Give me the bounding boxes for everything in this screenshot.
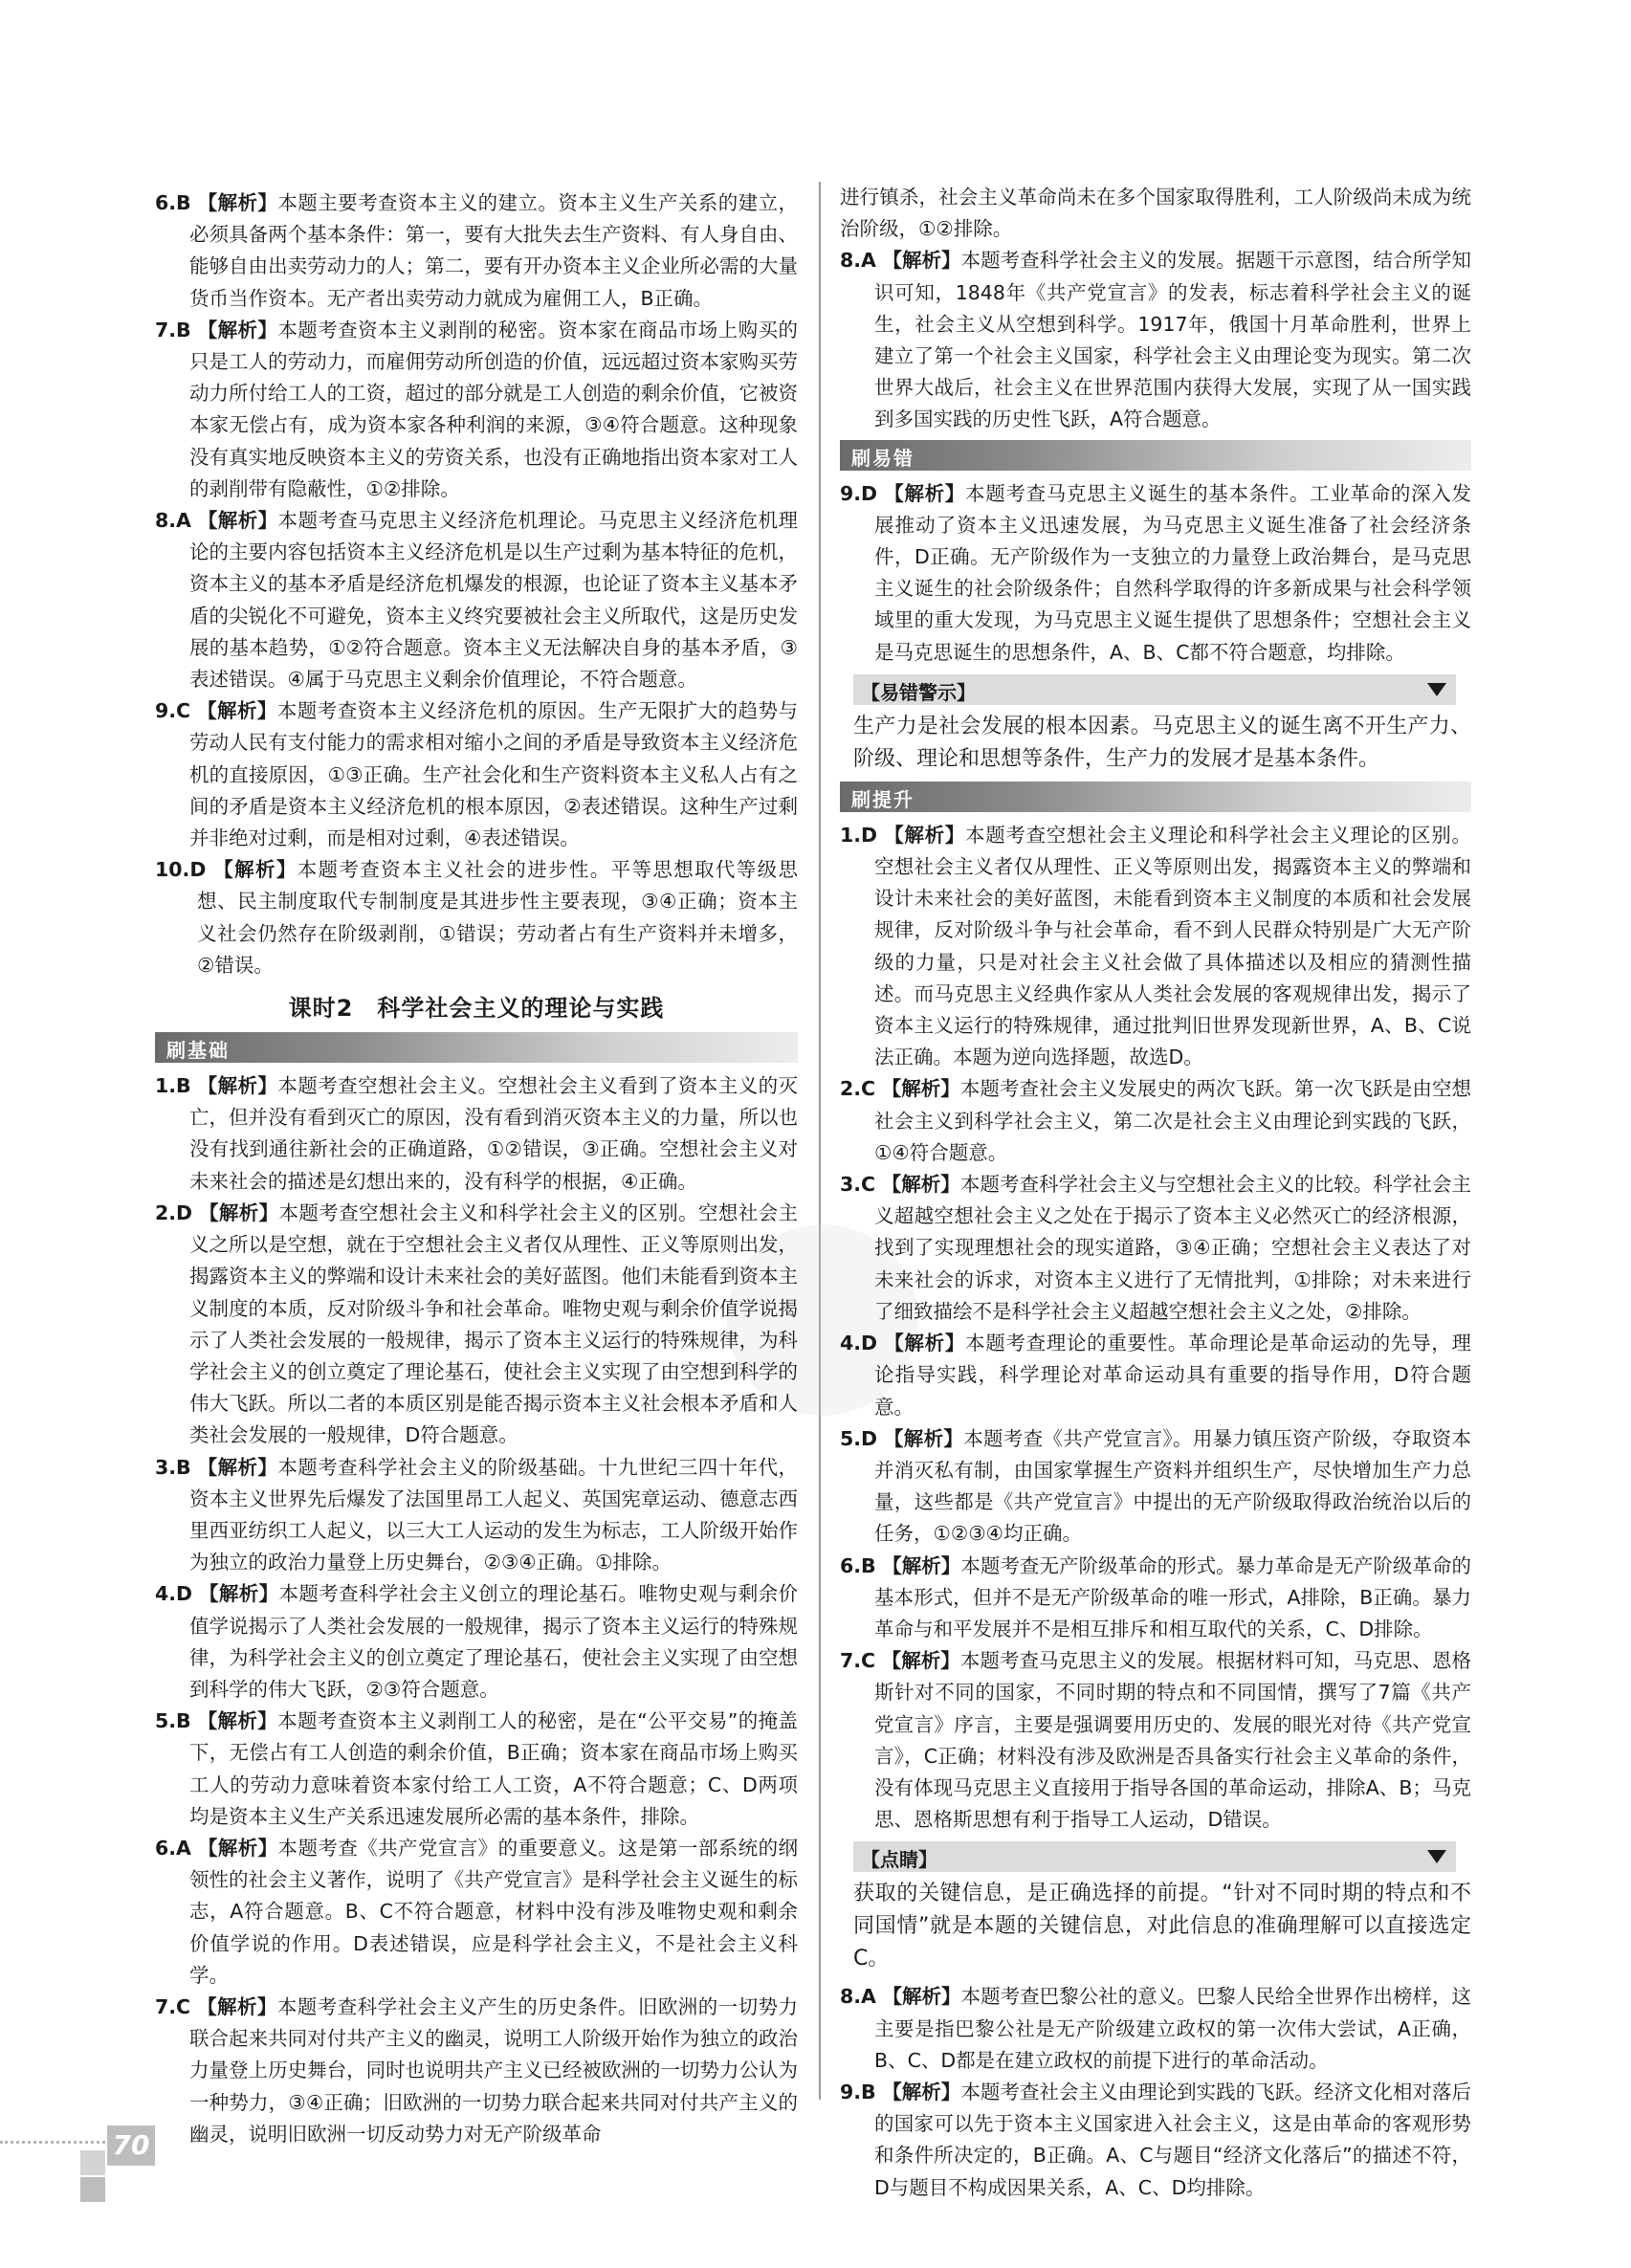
answer-number: 6.B <box>840 1553 876 1577</box>
answer-text: 本题考查资本主义剥削工人的秘密，是在“公平交易”的掩盖下，无偿占有工人创造的剩余价值，B正确；资本家在商品市场上购买工人的劳动力意味着资本家付给工人工资，A不符合题意；C、D两项均是资本主义生产关系迅速发展所必需的基本条件，排除。 <box>189 1709 798 1828</box>
answer-text: 本题考查资本主义剥削的秘密。资本家在商品市场上购买的只是工人的劳动力，而雇佣劳动所创造的价值，远远超过资本家购买劳动力所付给工人的工资，超过的部分就是工人创造的剩余价值，它被资本家无偿占有，成为资本家各种利润的来源，③④符合题意。这种现象没有真实地反映资本主义的劳资关系，也没有正确地指出资本家对工人的剥削带有隐蔽性，①②排除。 <box>189 318 799 500</box>
decorative-square <box>80 2177 105 2202</box>
analysis-tag: 【解析】 <box>197 1709 278 1733</box>
answer-number: 7.C <box>155 1994 191 2018</box>
analysis-tag: 【解析】 <box>882 1985 961 2009</box>
answer-number: 5.D <box>840 1426 878 1450</box>
note-text: 获取的关键信息，是正确选择的前提。“针对不同时期的特点和不同国情”就是本题的关键信息，对此信息的准确理解可以直接选定C。 <box>853 1882 1471 1971</box>
continuation-text: 进行镇杀，社会主义革命尚未在多个国家取得胜利，工人阶级尚未成为统治阶级，①②排除。 <box>840 186 1471 241</box>
answer-entry <box>840 245 1471 435</box>
answer-entry <box>155 1578 798 1706</box>
answer-number: 7.C <box>840 1649 876 1673</box>
answer-number: 7.B <box>155 318 191 341</box>
answer-text: 本题考查社会主义由理论到实践的飞跃。经济文化相对落后的国家可以先于资本主义国家进入社会主义，这是由革命的客观形势和条件所决定的，B正确。A、C与题目“经济文化落后”的描述不符，D与题目不构成因果关系，A、C、D均排除。 <box>874 2080 1471 2199</box>
analysis-tag: 【解析】 <box>883 1426 964 1450</box>
answer-number: 4.D <box>840 1332 878 1355</box>
answer-entry <box>155 187 798 315</box>
answer-entry <box>840 478 1471 669</box>
answer-text: 本题考查科学社会主义的阶级基础。十九世纪三四十年代，资本主义世界先后爆发了法国里昂工人起义、英国宪章运动、德意志西里西亚纺织工人起义，以三大工人运动的发生为标志，工人阶级开始作为独立的政治力量登上历史舞台，②③④正确。①排除。 <box>189 1455 799 1574</box>
answer-text: 本题考查巴黎公社的意义。巴黎人民给全世界作出榜样，这主要是指巴黎公社是无产阶级建立政权的第一次伟大尝试，A正确，B、C、D都是在建立政权的前提下进行的革命活动。 <box>874 1985 1472 2072</box>
analysis-tag: 【解析】 <box>213 858 298 882</box>
analysis-tag: 【解析】 <box>198 1200 279 1224</box>
answer-number: 1.D <box>840 823 878 847</box>
answer-number: 2.C <box>840 1077 876 1101</box>
answer-entry <box>840 1328 1471 1423</box>
analysis-tag: 【解析】 <box>884 823 966 847</box>
answer-number: 10.D <box>155 858 207 882</box>
answer-number: 8.A <box>840 249 876 273</box>
analysis-tag: 【解析】 <box>197 1836 278 1860</box>
answer-entry <box>155 1706 798 1833</box>
analysis-tag: 【解析】 <box>197 1455 278 1479</box>
answer-list <box>155 187 798 981</box>
answer-text: 本题考查空想社会主义和科学社会主义的区别。空想社会主义之所以是空想，就在于空想社会主义者仅从理性、正义等原则出发，揭露资本主义的弊端和设计未来社会的美好蓝图。他们未能看到资本主义制度的本质，反对阶级斗争和社会革命。唯物史观与剩余价值学说揭示了人类社会发展的一般规律，揭示了资本主义运行的特殊规律，为科学社会主义的创立奠定了理论基石，使社会主义实现了由空想到科学的伟大飞跃。所以二者的本质区别是能否揭示资本主义社会根本矛盾和人类社会发展的一般规律，D符合题意。 <box>189 1200 799 1447</box>
answer-number: 8.A <box>840 1985 876 2009</box>
analysis-tag: 【解析】 <box>884 1332 966 1355</box>
answer-text: 本题考查《共产党宣言》的重要意义。这是第一部系统的纲领性的社会主义著作，说明了《共产党宣言》是科学社会主义诞生的标志，A符合题意。B、C不符合题意，材料中没有涉及唯物史观和剩余价值学说的作用。D表述错误，应是科学社会主义，不是社会主义科学。 <box>189 1836 799 1987</box>
answer-text: 本题考查资本主义经济危机的原因。生产无限扩大的趋势与劳动人民有支付能力的需求相对缩小之间的矛盾是导致资本主义经济危机的直接原因，①③正确。生产社会化和生产资料资本主义私人占有之间的矛盾是资本主义经济危机的根本原因，②表述错误。这种生产过剩并非绝对过剩，而是相对过剩，④表述错误。 <box>189 699 798 850</box>
answer-entry <box>840 1981 1471 2077</box>
analysis-tag: 【解析】 <box>881 1173 960 1197</box>
answer-number: 6.B <box>155 191 191 214</box>
column-divider <box>819 182 821 2100</box>
analysis-tag: 【解析】 <box>197 1994 277 2018</box>
answer-list <box>155 1070 798 2150</box>
answer-text: 本题考查马克思主义诞生的基本条件。工业革命的深入发展推动了资本主义迅速发展，为马克思主义诞生准备了社会经济条件，D正确。无产阶级作为一支独立的力量登上政治舞台，是马克思主义诞生的社会阶级条件；自然科学取得的许多新成果与社会科学领域里的重大发现，为马克思主义诞生提供了思想条件；空想社会主义是马克思诞生的思想条件，A、B、C都不符合题意，均排除。 <box>874 481 1471 664</box>
answer-entry <box>155 1833 798 1992</box>
answer-entry <box>155 315 798 505</box>
answer-text: 本题考查资本主义社会的进步性。平等思想取代等级思想、民主制度取代专制制度是其进步性主要表现，③④正确；资本主义社会仍然存在阶级剥削，①错误；劳动者占有生产资料并未增多，②错误。 <box>197 858 799 977</box>
answer-entry <box>840 2077 1471 2204</box>
answer-number: 2.D <box>155 1200 193 1224</box>
answer-entry <box>155 505 798 695</box>
note-label: 【易错警示】 <box>861 680 976 704</box>
answer-list <box>840 1981 1471 2203</box>
analysis-tag: 【解析】 <box>884 481 966 505</box>
section-label: 刷提升 <box>851 787 915 811</box>
answer-text: 本题考查马克思主义的发展。根据材料可知，马克思、恩格斯针对不同的国家，不同时期的特点和不同国情，撰写了7篇《共产党宣言》序言，主要是强调要用历史的、发展的眼光对待《共产党宣言》，C正确；材料没有涉及欧洲是否具备实行社会主义革命的条件，没有体现马克思主义直接用于指导各国的革命运动，排除A、B；马克思、恩格斯思想有利于指导工人运动，D错误。 <box>874 1649 1471 1832</box>
answer-text: 本题考查科学社会主义的发展。据题干示意图，结合所学知识可知，1848年《共产党宣言》的发表，标志着科学社会主义的诞生，社会主义从空想到科学。1917年，俄国十月革命胜利，世界上建立了第一个社会主义国家，科学社会主义由理论变为现实。第二次世界大战后，社会主义在世界范围内获得大发展，实现了从一国实践到多国实践的历史性飞跃，A符合题意。 <box>874 249 1472 431</box>
decorative-dotted-line <box>0 2141 105 2144</box>
answer-text: 本题考查《共产党宣言》。用暴力镇压资产阶级，夺取资本并消灭私有制，由国家掌握生产资料并组织生产，尽快增加生产力总量，这些都是《共产党宣言》中提出的无产阶级取得政治统治以后的任务，①②③④均正确。 <box>874 1426 1472 1546</box>
analysis-tag: 【解析】 <box>197 509 278 533</box>
triangle-down-icon <box>1427 683 1446 696</box>
answer-number: 3.C <box>840 1173 876 1197</box>
answer-number: 5.B <box>155 1709 191 1733</box>
analysis-tag: 【解析】 <box>882 249 961 273</box>
analysis-tag: 【解析】 <box>197 1074 278 1098</box>
decorative-square <box>80 2150 105 2175</box>
analysis-tag: 【解析】 <box>197 699 277 723</box>
answer-number: 3.B <box>155 1455 191 1479</box>
section-header <box>840 782 1471 812</box>
answer-number: 4.D <box>155 1582 193 1606</box>
note-text: 生产力是社会发展的根本因素。马克思主义的诞生离不开生产力、阶级、理论和思想等条件，生产力的发展才是基本条件。 <box>853 714 1471 771</box>
answer-entry <box>155 1992 798 2150</box>
answer-text: 本题考查理论的重要性。革命理论是革命运动的先导，理论指导实践，科学理论对革命运动具有重要的指导作用，D符合题意。 <box>874 1332 1471 1419</box>
answer-entry <box>840 1645 1471 1836</box>
answer-entry <box>840 1169 1471 1328</box>
note-header <box>853 1841 1456 1872</box>
section-label: 刷基础 <box>166 1039 230 1063</box>
answer-entry <box>155 1198 798 1452</box>
answer-text: 本题考查马克思主义经济危机理论。马克思主义经济危机理论的主要内容包括资本主义经济危机是以生产过剩为基本特征的危机，资本主义的基本矛盾是经济危机爆发的根源，也论证了资本主义基本矛盾的尖锐化不可避免，资本主义终究要被社会主义所取代，这是历史发展的基本趋势，①②符合题意。资本主义无法解决自身的基本矛盾，③表述错误。④属于马克思主义剩余价值理论，不符合题意。 <box>189 509 799 692</box>
answer-entry <box>840 1551 1471 1646</box>
answer-number: 1.B <box>155 1074 191 1098</box>
left-column <box>155 187 798 2150</box>
answer-number: 6.A <box>155 1836 191 1860</box>
analysis-tag: 【解析】 <box>882 1553 961 1577</box>
page-number: 70 <box>107 2125 155 2166</box>
answer-text: 本题考查社会主义发展史的两次飞跃。第一次飞跃是由空想社会主义到科学社会主义，第二次是社会主义由理论到实践的飞跃，①④符合题意。 <box>874 1077 1471 1164</box>
answer-entry <box>840 1073 1471 1169</box>
section-header <box>840 440 1471 471</box>
answer-entry <box>840 820 1471 1074</box>
note-header <box>853 674 1456 705</box>
answer-number: 9.B <box>840 2080 876 2103</box>
section-label: 刷易错 <box>851 446 915 470</box>
analysis-tag: 【解析】 <box>882 2080 961 2103</box>
answer-text: 本题考查科学社会主义产生的历史条件。旧欧洲的一切势力联合起来共同对付共产主义的幽灵，说明工人阶级开始作为独立的政治力量登上历史舞台，同时也说明共产主义已经被欧洲的一切势力公认为一种势力，③④正确；旧欧洲的一切势力联合起来共同对付共产主义的幽灵，说明旧欧洲一切反动势力对无产阶级革命 <box>189 1994 798 2146</box>
answer-text: 本题考查科学社会主义与空想社会主义的比较。科学社会主义超越空想社会主义之处在于揭示了资本主义必然灭亡的经济根源，找到了实现理想社会的现实道路，③④正确；空想社会主义表达了对未来社会的诉求，对资本主义进行了无情批判，①排除；对未来进行了细致描绘不是科学社会主义超越空想社会主义之处，②排除。 <box>874 1173 1471 1323</box>
answer-list <box>840 478 1471 669</box>
analysis-tag: 【解析】 <box>881 1077 960 1101</box>
answer-entry <box>840 1423 1471 1551</box>
answer-entry <box>155 1070 798 1198</box>
answer-number: 8.A <box>155 509 191 533</box>
analysis-tag: 【解析】 <box>881 1649 960 1673</box>
answer-text: 本题考查无产阶级革命的形式。暴力革命是无产阶级革命的基本形式，但并不是无产阶级革命的唯一形式，A排除，B正确。暴力革命与和平发展并不是相互排斥和相互取代的关系，C、D排除。 <box>874 1553 1471 1640</box>
analysis-tag: 【解析】 <box>197 191 278 214</box>
answer-text: 本题主要考查资本主义的建立。资本主义生产关系的建立，必须具备两个基本条件：第一，要有大批失去生产资料、有人身自由、能够自由出卖劳动力的人；第二，要有开办资本主义企业所必需的大量货币当作资本。无产者出卖劳动力就成为雇佣工人，B正确。 <box>189 191 799 310</box>
note-label: 【点睛】 <box>861 1848 937 1872</box>
answer-number: 9.D <box>840 481 878 505</box>
answer-list <box>840 245 1471 435</box>
triangle-down-icon <box>1427 1850 1446 1863</box>
answer-entry <box>155 854 798 981</box>
section-header <box>155 1032 798 1063</box>
analysis-tag: 【解析】 <box>198 1582 279 1606</box>
answer-entry <box>155 695 798 854</box>
right-column <box>840 182 1471 2204</box>
lesson-title: 课时2 科学社会主义的理论与实践 <box>288 995 665 1023</box>
analysis-tag: 【解析】 <box>197 318 278 341</box>
answer-text: 本题考查科学社会主义创立的理论基石。唯物史观与剩余价值学说揭示了人类社会发展的一般规律，揭示了资本主义运行的特殊规律，为科学社会主义的创立奠定了理论基石，使社会主义实现了由空想到科学的伟大飞跃，②③符合题意。 <box>189 1582 799 1701</box>
answer-entry <box>155 1452 798 1579</box>
answer-text: 本题考查空想社会主义。空想社会主义看到了资本主义的灭亡，但并没有看到灭亡的原因，没有看到消灭资本主义的力量，所以也没有找到通往新社会的正确道路，①②错误，③正确。空想社会主义对未来社会的描述是幻想出来的，没有科学的根据，④正确。 <box>189 1074 799 1193</box>
answer-text: 本题考查空想社会主义理论和科学社会主义理论的区别。空想社会主义者仅从理性、正义等原则出发，揭露资本主义的弊端和设计未来社会的美好蓝图，未能看到资本主义制度的本质和社会发展规律，反对阶级斗争与社会革命，看不到人民群众特别是广大无产阶级的力量，只是对社会主义社会做了具体描述以及相应的猜测性描述。而马克思主义经典作家从人类社会发展的客观规律出发，揭示了资本主义运行的特殊规律，通过批判旧世界发现新世界，A、B、C说法正确。本题为逆向选择题，故选D。 <box>874 823 1471 1069</box>
answer-number: 9.C <box>155 699 191 723</box>
answer-list <box>840 820 1471 1837</box>
